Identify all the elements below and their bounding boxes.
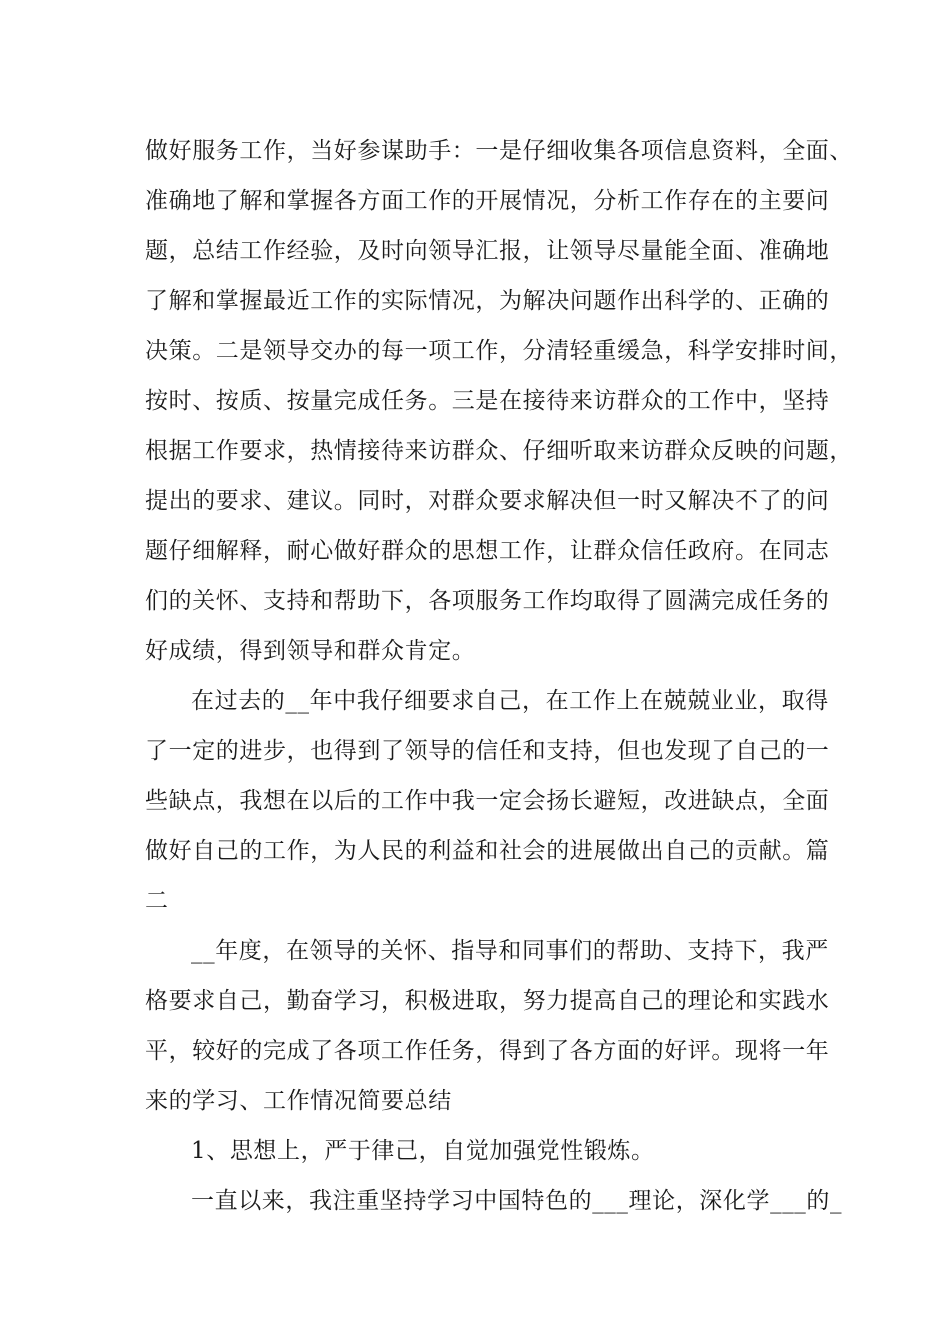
body-line: 准确地了解和掌握各方面工作的开展情况，分析工作存在的主要问: [145, 188, 830, 214]
body-line: 题，总结工作经验，及时向领导汇报，让领导尽量能全面、准确地: [145, 238, 830, 264]
body-line: 好成绩，得到领导和群众肯定。: [145, 638, 476, 664]
paragraph-first-line: 一直以来，我注重坚持学习中国特色的___理论，深化学___的_: [191, 1188, 843, 1214]
body-line: 了解和掌握最近工作的实际情况，为解决问题作出科学的、正确的: [145, 288, 830, 314]
body-line: 提出的要求、建议。同时，对群众要求解决但一时又解决不了的问: [145, 488, 830, 514]
body-line: 来的学习、工作情况简要总结: [145, 1088, 452, 1114]
body-line: 些缺点，我想在以后的工作中我一定会扬长避短，改进缺点，全面: [145, 788, 830, 814]
body-line: 题仔细解释，耐心做好群众的思想工作，让群众信任政府。在同志: [145, 538, 830, 564]
body-line: 格要求自己，勤奋学习，积极进取，努力提高自己的理论和实践水: [145, 988, 830, 1014]
paragraph-first-line: 在过去的__年中我仔细要求自己，在工作上在兢兢业业，取得: [191, 688, 829, 714]
body-line: 根据工作要求，热情接待来访群众、仔细听取来访群众反映的问题，: [145, 438, 853, 464]
body-line: 平，较好的完成了各项工作任务，得到了各方面的好评。现将一年: [145, 1038, 830, 1064]
body-line: 了一定的进步，也得到了领导的信任和支持，但也发现了自己的一: [145, 738, 830, 764]
body-line: 按时、按质、按量完成任务。三是在接待来访群众的工作中，坚持: [145, 388, 830, 414]
body-line: 决策。二是领导交办的每一项工作，分清轻重缓急，科学安排时间，: [145, 338, 853, 364]
body-line: 们的关怀、支持和帮助下，各项服务工作均取得了圆满完成任务的: [145, 588, 830, 614]
paragraph-first-line: __年度，在领导的关怀、指导和同事们的帮助、支持下，我严: [191, 938, 829, 964]
section-heading: 1、思想上，严于律己，自觉加强党性锻炼。: [191, 1138, 655, 1164]
body-line: 做好服务工作，当好参谋助手：一是仔细收集各项信息资料，全面、: [145, 138, 853, 164]
body-line: 二: [145, 888, 169, 914]
body-line: 做好自己的工作，为人民的利益和社会的进展做出自己的贡献。篇: [145, 838, 830, 864]
